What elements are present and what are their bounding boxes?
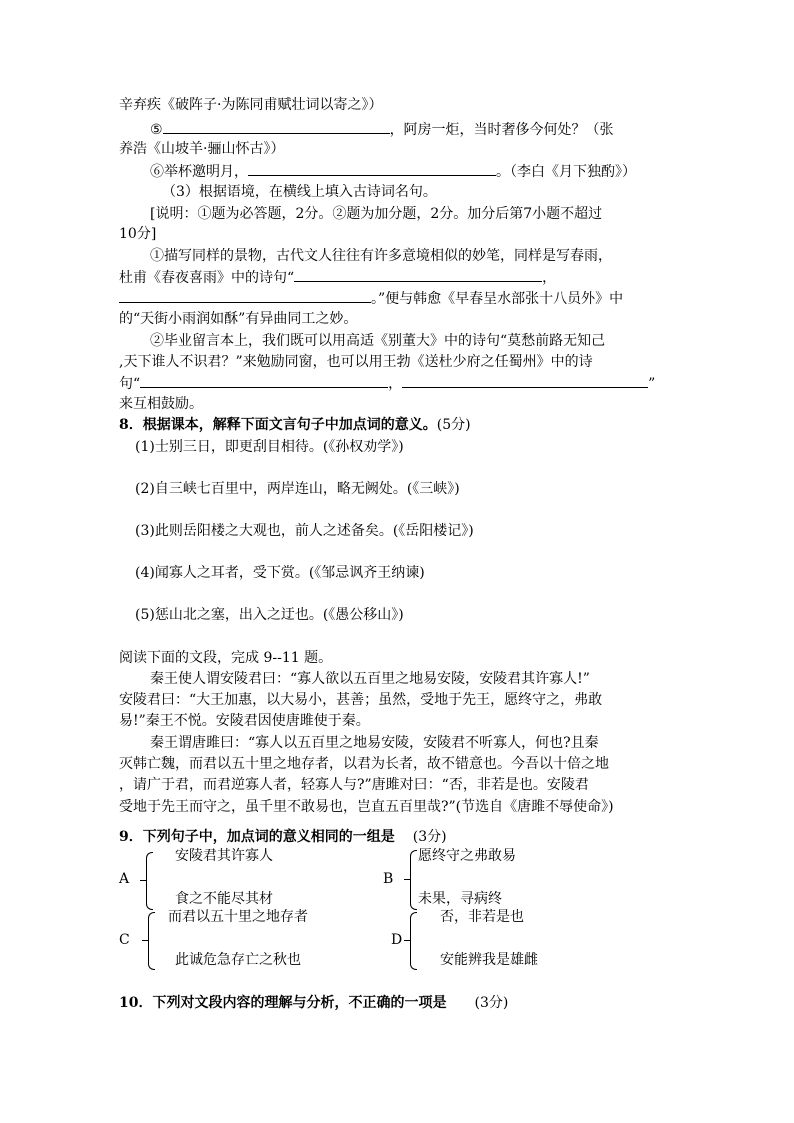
brace-point	[404, 879, 410, 880]
text: ①描写同样的景物，古代文人往往有许多意境相似的妙笔，同样是写春雨，	[150, 248, 612, 264]
text: （3）根据语境，在横线上填入古诗词名句。	[162, 184, 437, 200]
score: (3分)	[412, 829, 447, 845]
prompt-2-line	[119, 373, 655, 394]
answer-blank[interactable]	[294, 267, 542, 282]
option-label: A	[119, 871, 130, 887]
text: 9．下列句子中，加点词的意义相同的一组是	[119, 829, 395, 845]
option-bottom-sentence: 未果，寻病终	[418, 891, 502, 907]
instruction-note	[150, 204, 602, 224]
answer-blank[interactable]	[140, 373, 388, 388]
answer-blank[interactable]	[248, 161, 496, 176]
poem-source-line	[119, 95, 382, 115]
text: ，	[542, 270, 557, 286]
option-top-sentence: 否，非若是也	[440, 909, 524, 925]
answer-blank[interactable]	[163, 119, 390, 134]
text: ②毕业留言本上，我们既可以用高适《别董大》中的诗句“莫愁前路无知己	[150, 333, 606, 349]
score: (5分)	[436, 417, 471, 433]
item-number: ⑤	[150, 122, 163, 138]
q8-item-5: (5)惩山北之塞，出入之迂也。(《愚公移山》)	[135, 607, 404, 623]
prompt-1	[150, 246, 612, 266]
text: ，	[388, 376, 403, 392]
brace-icon	[410, 850, 417, 910]
prompt-1-line	[119, 309, 357, 329]
q8-item-4: (4)闻寡人之耳者，受下赏。(《邹忌讽齐王纳谏)	[135, 565, 425, 581]
prompt-2-line	[119, 394, 203, 414]
question-8-title	[119, 415, 471, 435]
option-top-sentence: 安陵君其许寡人	[175, 848, 273, 864]
option-bottom-sentence: 食之不能尽其材	[175, 891, 273, 907]
text: 。”便与韩愈《早春呈水部张十八员外》中	[371, 291, 624, 307]
q8-item-1: (1)士别三日，即更刮目相待。(《孙权劝学》)	[135, 439, 404, 455]
text: [说明：①题为必答题，2分。②题为加分题，2分。加分后第7小题不超过	[150, 206, 603, 222]
text: 句“	[119, 376, 141, 392]
brace-icon	[146, 852, 153, 910]
brace-icon	[148, 912, 155, 970]
answer-blank[interactable]	[119, 288, 371, 303]
passage-p1-line: 安陵君曰：“大王加惠，以大易小，甚善；虽然，受地于先王，愿终守之，弗敢	[119, 692, 603, 708]
q8-item-2: (2)自三峡七百里中，两岸连山，略无阙处。(《三峡》)	[135, 481, 460, 497]
text: 辛弃疾《破阵子·为陈同甫赋壮词以寄之》）	[119, 97, 383, 113]
text: 的“天街小雨润如酥”有异曲同工之妙。	[119, 311, 358, 327]
brace-point	[140, 880, 146, 881]
passage-intro: 阅读下面的文段，完成 9--11 题。	[119, 650, 333, 666]
fill-item-5	[150, 119, 614, 140]
question-10-title	[119, 993, 508, 1013]
fill-item-6	[150, 161, 636, 182]
brace-point	[142, 940, 148, 941]
prompt-1-line	[119, 267, 556, 288]
sub-question-3	[162, 182, 437, 202]
text: ,天下谁人不识君？”来勉励同窗，也可以用王勃《送杜少府之任蜀州》中的诗	[119, 354, 593, 370]
option-label: B	[383, 871, 394, 887]
text: 养浩《山坡羊·骊山怀古》）	[119, 141, 285, 157]
text: ，阿房一炬，当时奢侈今何处？（张	[389, 122, 614, 138]
passage-p2-line: ，请广于君，而君逆寡人者，轻寡人与?”唐雎对曰：“否，非若是也。安陵君	[119, 777, 589, 793]
instruction-note	[119, 224, 156, 244]
score: (3分)	[474, 995, 509, 1011]
prompt-2	[150, 331, 605, 351]
text: 10．下列对文段内容的理解与分析，不正确的一项是	[119, 995, 447, 1011]
answer-blank[interactable]	[402, 373, 648, 388]
passage-p1-line: 秦王使人谓安陵君曰：“寡人欲以五百里之地易安陵，安陵君其许寡人!”	[150, 671, 590, 687]
q8-item-3: (3)此则岳阳楼之大观也，前人之述备矣。(《岳阳楼记》)	[135, 523, 474, 539]
option-bottom-sentence: 安能辨我是雄雌	[440, 952, 538, 968]
passage-p2-line: 秦王谓唐雎曰：“寡人以五百里之地易安陵，安陵君不听寡人，何也?且秦	[150, 735, 599, 751]
text: 10分]	[119, 226, 157, 242]
prompt-2-line	[119, 352, 593, 372]
option-label: C	[119, 932, 130, 948]
option-top-sentence: 愿终守之弗敢易	[418, 848, 516, 864]
passage-p1-line: 易!”秦王不悦。安陵君因使唐雎使于秦。	[119, 713, 370, 729]
text: ⑥举杯邀明月，	[150, 164, 248, 180]
option-top-sentence: 而君以五十里之地存者	[168, 909, 308, 925]
option-bottom-sentence: 此诚危急存亡之秋也	[175, 952, 301, 968]
option-label: D	[391, 932, 403, 948]
passage-p2-line: 灭韩亡魏，而君以五十里之地存者，以君为长者，故不错意也。今吾以十倍之地	[119, 756, 609, 772]
text: 来互相鼓励。	[119, 396, 203, 412]
prompt-1-line	[119, 288, 623, 309]
passage-p2-line: 受地于先王而守之，虽千里不敢易也，岂直五百里哉?”(节选自《唐雎不辱使命》)	[119, 799, 614, 815]
text: 杜甫《春夜喜雨》中的诗句“	[119, 270, 295, 286]
brace-point	[404, 940, 410, 941]
text: 8．根据课本，解释下面文言句子中加点词的意义。	[119, 417, 437, 433]
question-9-title	[119, 827, 447, 847]
poem-source-line	[119, 139, 284, 159]
text: ”	[648, 376, 656, 392]
brace-icon	[410, 912, 417, 970]
text: 。（李白《月下独酌》）	[496, 164, 636, 180]
